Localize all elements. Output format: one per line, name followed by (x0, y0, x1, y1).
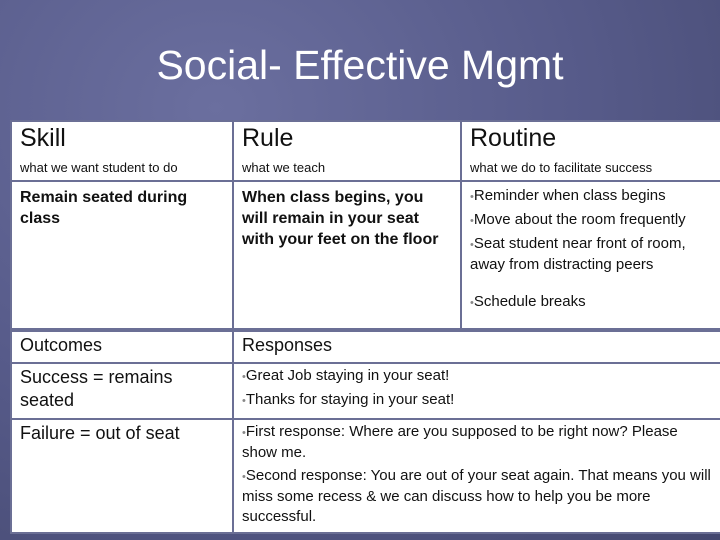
header-routine: Routine what we do to facilitate success (461, 121, 720, 181)
skill-cell: Remain seated during class (11, 181, 233, 329)
list-item: •Move about the room frequently (470, 211, 686, 228)
header-row (11, 121, 720, 181)
table-row (11, 363, 720, 419)
outcome-cell: Success = remains seated (11, 363, 233, 419)
list-item: •Schedule breaks (470, 293, 586, 310)
list-item: •Seat student near front of room, away from distracting peers (470, 235, 686, 273)
responses-cell (233, 419, 720, 533)
outcome-cell: Failure = out of seat (11, 419, 233, 533)
header-outcomes: Outcomes (11, 331, 233, 363)
slide-title: Social- Effective Mgmt (156, 42, 564, 88)
header-skill: Skill what we want student to do (11, 121, 233, 181)
list-item: •Second response: You are out of your seat again. That means you will miss some recess & we can discuss how to help you be more successful. (242, 467, 711, 525)
outcomes-responses-table (10, 330, 720, 534)
routine-cell (461, 181, 720, 329)
rule-cell: When class begins, you will remain in your seat with your feet on the floor (233, 181, 461, 329)
list-item: •Reminder when class begins (470, 187, 666, 204)
table-row (11, 181, 720, 329)
header-responses: Responses (233, 331, 720, 363)
header-rule: Rule what we teach (233, 121, 461, 181)
skill-rule-routine-table (10, 120, 720, 330)
table-row (11, 419, 720, 533)
responses-cell (233, 363, 720, 419)
list-item: •Thanks for staying in your seat! (242, 391, 455, 408)
list-item: •Great Job staying in your seat! (242, 367, 450, 384)
header-row (11, 331, 720, 363)
list-item: •First response: Where are you supposed to be right now? Please show me. (242, 423, 678, 461)
